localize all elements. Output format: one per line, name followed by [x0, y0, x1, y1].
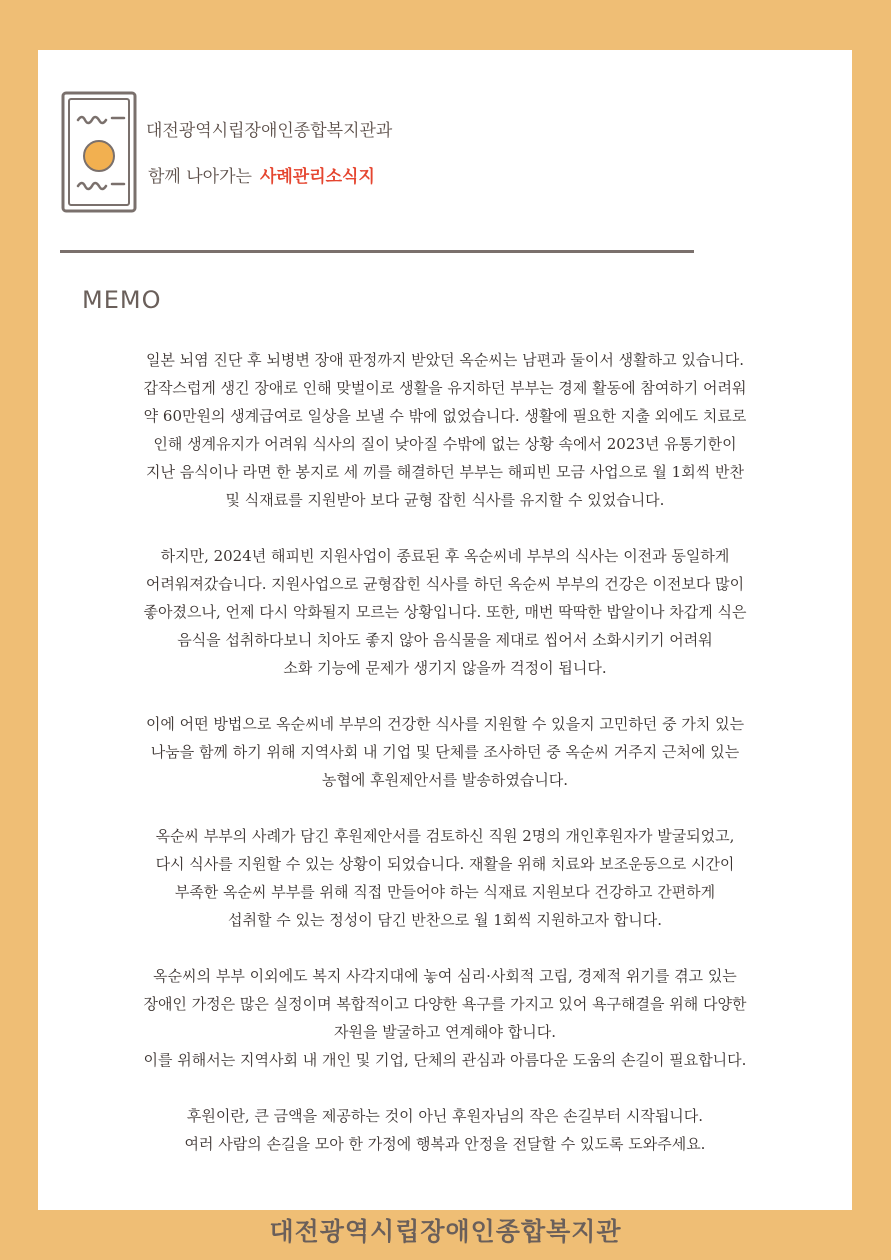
newsletter-logo-icon [60, 90, 138, 214]
subtitle-prefix: 함께 나아가는 [148, 167, 252, 187]
text-line: 여러 사람의 손길을 모아 한 가정에 행복과 안정을 전달할 수 있도록 도와주세요. [184, 1135, 706, 1153]
paragraph-2 [40, 542, 850, 682]
paragraph-4 [40, 822, 850, 934]
text-line: 소화 기능에 문제가 생기지 않을까 걱정이 됩니다. [283, 659, 607, 677]
text-line: 장애인 가정은 많은 실정이며 복합적이고 다양한 욕구를 가지고 있어 욕구해결을 위해 다양한 [143, 995, 747, 1013]
paragraph-3 [40, 710, 850, 794]
text-line: 농협에 후원제안서를 발송하였습니다. [321, 771, 569, 789]
header-org-name: 대전광역시립장애인종합복지관과 [146, 121, 393, 141]
text-line: 다시 식사를 지원할 수 있는 상황이 되었습니다. 재활을 위해 치료와 보조운동으로 시간이 [155, 855, 735, 873]
text-line: 부족한 옥순씨 부부를 위해 직접 만들어야 하는 식재료 지원보다 건강하고 간편하게 [174, 883, 716, 901]
document-page [38, 50, 852, 1210]
text-line: 나눔을 함께 하기 위해 지역사회 내 기업 및 단체를 조사하던 중 옥순씨 거주지 근처에 있는 [150, 743, 740, 761]
memo-label: MEMO [82, 286, 162, 314]
text-line: 약 60만원의 생계급여로 일상을 보낼 수 밖에 없었습니다. 생활에 필요한 지출 외에도 치료로 [143, 407, 747, 425]
text-line: 자원을 발굴하고 연계해야 합니다. [334, 1023, 556, 1041]
text-line: 좋아졌으나, 언제 다시 악화될지 모르는 상황입니다. 또한, 매번 딱딱한 밥알이나 차갑게 식은 [143, 603, 747, 621]
text-line: 이를 위해서는 지역사회 내 개인 및 기업, 단체의 관심과 아름다운 도움의 손길이 필요합니다. [143, 1051, 747, 1069]
paragraph-1 [40, 346, 850, 514]
text-line: 어려워져갔습니다. 지원사업으로 균형잡힌 식사를 하던 옥순씨 부부의 건강은 이전보다 많이 [145, 575, 745, 593]
text-line: 옥순씨의 부부 이외에도 복지 사각지대에 놓여 심리·사회적 고립, 경제적 위기를 겪고 있는 [153, 967, 737, 985]
header-subtitle [148, 162, 375, 187]
memo-body [40, 346, 850, 1158]
text-line: 음식을 섭취하다보니 치아도 좋지 않아 음식물을 제대로 씹어서 소화시키기 어려워 [177, 631, 713, 649]
paragraph-5 [40, 962, 850, 1074]
text-line: 및 식재료를 지원받아 보다 균형 잡힌 식사를 유지할 수 있었습니다. [225, 491, 665, 509]
text-line: 섭취할 수 있는 정성이 담긴 반찬으로 월 1회씩 지원하고자 합니다. [228, 911, 662, 929]
subtitle-accent: 사례관리소식지 [259, 167, 375, 187]
header-divider [60, 250, 694, 253]
text-line: 일본 뇌염 진단 후 뇌병변 장애 판정까지 받았던 옥순씨는 남편과 둘이서 생활하고 있습니다. [145, 351, 745, 369]
footer-org-name: 대전광역시립장애인종합복지관 [269, 1217, 622, 1246]
text-line: 후원이란, 큰 금액을 제공하는 것이 아닌 후원자님의 작은 손길부터 시작됩니다. [186, 1107, 704, 1125]
text-line: 인해 생계유지가 어려워 식사의 질이 낮아질 수밖에 없는 상황 속에서 2023년 유통기한이 [153, 435, 737, 453]
paragraph-6 [40, 1102, 850, 1158]
text-line: 하지만, 2024년 해피빈 지원사업이 종료된 후 옥순씨네 부부의 식사는 이전과 동일하게 [160, 547, 730, 565]
text-line: 이에 어떤 방법으로 옥순씨네 부부의 건강한 식사를 지원할 수 있을지 고민하던 중 가치 있는 [145, 715, 745, 733]
text-line: 지난 음식이나 라면 한 봉지로 세 끼를 해결하던 부부는 해피빈 모금 사업으로 월 1회씩 반찬 [146, 463, 744, 481]
text-line: 갑작스럽게 생긴 장애로 인해 맞벌이로 생활을 유지하던 부부는 경제 활동에 참여하기 어려워 [143, 379, 747, 397]
text-line: 옥순씨 부부의 사례가 담긴 후원제안서를 검토하신 직원 2명의 개인후원자가 발굴되었고, [155, 827, 735, 845]
